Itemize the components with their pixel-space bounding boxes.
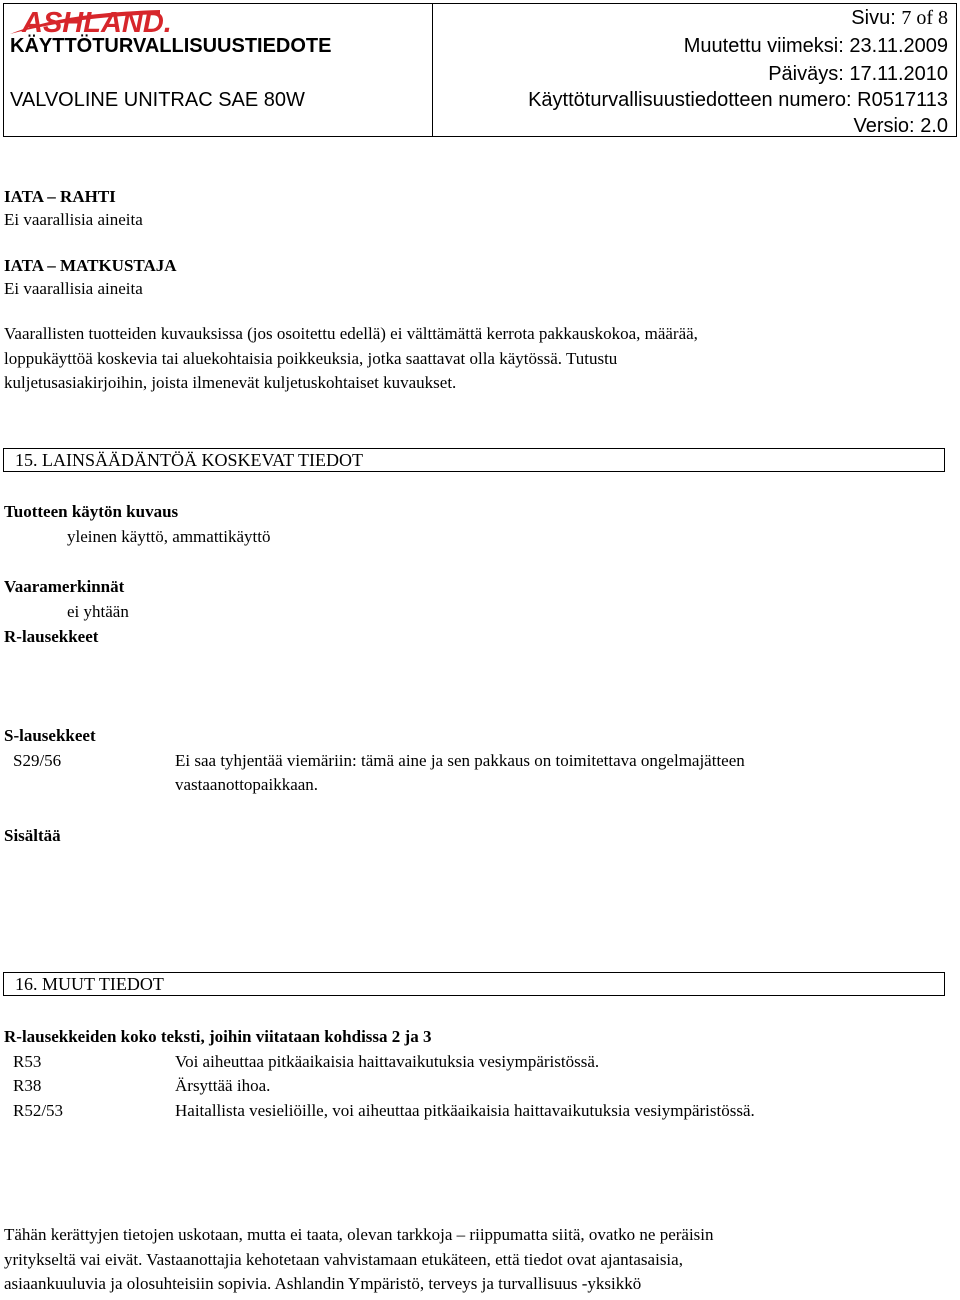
sds-number-value: R0517113 (857, 89, 948, 111)
date-label: Päiväys: (768, 63, 844, 85)
s-phrase-code: S29/56 (13, 751, 62, 770)
s-phrase-text-line: vastaanottopaikkaan. (175, 775, 319, 794)
document-type-title: KÄYTTÖTURVALLISUUSTIEDOTE (10, 35, 332, 57)
hazard-title: Vaaramerkinnät (4, 577, 125, 596)
sds-number-label: Käyttöturvallisuustiedotteen numero: (528, 89, 852, 111)
r-phrase-code: R38 (13, 1076, 42, 1095)
disclaimer (4, 1223, 934, 1297)
version-label: Versio: (853, 115, 915, 137)
transport-note-line: Vaarallisten tuotteiden kuvauksissa (jos osoitettu edellä) ei välttämättä kerrota pakkauskokoa, määrää, (4, 324, 698, 343)
product-name: VALVOLINE UNITRAC SAE 80W (10, 89, 305, 111)
r-phrases-title: R-lausekkeet (4, 627, 99, 646)
transport-note-line: loppukäyttöä koskevia tai aluekohtaisia poikkeuksia, jotka saattavat olla käytössä. Tutustu (4, 348, 618, 368)
document-header (3, 3, 957, 137)
s-phrase-text-line: Ei saa tyhjentää viemäriin: tämä aine ja sen pakkaus on toimitettava ongelmajätteen (175, 751, 745, 770)
page-number (851, 6, 948, 30)
hazard-value: ei yhtään (67, 602, 129, 621)
section-16-title: 16. MUUT TIEDOT (15, 974, 164, 994)
r-phrase-text: Haitallista vesieliöille, voi aiheuttaa pitkäaikaisia haittavaikutuksia vesiympäristössä. (175, 1101, 755, 1120)
iata-cargo-title: IATA – RAHTI (4, 187, 116, 206)
r-full-text-title: R-lausekkeiden koko teksti, joihin viitataan kohdissa 2 ja 3 (4, 1027, 432, 1046)
usage-value: yleinen käyttö, ammattikäyttö (67, 527, 271, 546)
disclaimer-line: yritykseltä vai eivät. Vastaanottajia kehotetaan vahvistamaan etukäteen, että tiedot ovat ajantasaisia, (4, 1249, 683, 1269)
r-phrase-text: Voi aiheuttaa pitkäaikaisia haittavaikutuksia vesiympäristössä. (175, 1052, 600, 1071)
contains-title: Sisältää (4, 826, 61, 845)
transport-note-line: kuljetusasiakirjoihin, joista ilmenevät kuljetuskohtaiset kuvaukset. (4, 373, 457, 392)
r-phrase-code: R53 (13, 1052, 42, 1071)
ashland-logo (10, 8, 254, 34)
header-left-cell (4, 4, 433, 136)
r-phrase-code: R52/53 (13, 1101, 64, 1120)
r-phrase-text: Ärsyttää ihoa. (175, 1076, 271, 1095)
revised-label: Muutettu viimeksi: (683, 35, 844, 57)
version (853, 114, 948, 138)
page-label: Sivu: (851, 7, 896, 29)
logo-text: ASHLAND. (22, 8, 172, 34)
sds-number (528, 88, 948, 112)
iata-passenger-value: Ei vaarallisia aineita (4, 279, 143, 298)
usage-title: Tuotteen käytön kuvaus (4, 502, 179, 521)
header-right-cell (433, 4, 956, 136)
issue-date (768, 62, 948, 86)
s-phrase-text (175, 749, 745, 797)
revised-date (684, 34, 948, 58)
iata-cargo-value: Ei vaarallisia aineita (4, 210, 143, 229)
disclaimer-line: asiaankuuluvia ja olosuhteisiin sopivia. Ashlandin Ympäristö, terveys ja turvallisuus -yksikkö (4, 1274, 642, 1293)
revised-value: 23.11.2009 (849, 35, 948, 57)
version-value: 2.0 (920, 115, 948, 137)
section-15-title: 15. LAINSÄÄDÄNTÖÄ KOSKEVAT TIEDOT (15, 450, 363, 470)
section-15-header (3, 448, 945, 472)
section-16-header (3, 972, 945, 996)
page-value: 7 of 8 (901, 7, 948, 29)
iata-passenger-title: IATA – MATKUSTAJA (4, 256, 177, 275)
transport-note (4, 322, 934, 396)
date-value: 17.11.2010 (849, 63, 948, 85)
disclaimer-line: Tähän kerättyjen tietojen uskotaan, mutta ei taata, olevan tarkkoja – riippumatta siitä, ovatko ne peräisin (4, 1225, 714, 1244)
s-phrases-title: S-lausekkeet (4, 726, 96, 745)
